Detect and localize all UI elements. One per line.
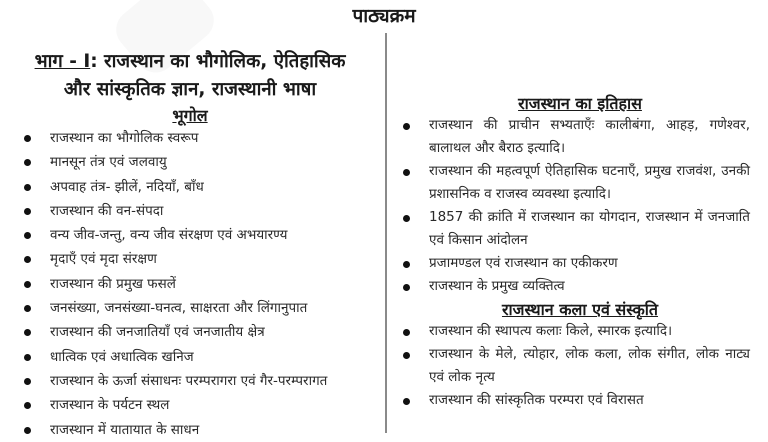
geography-list (0, 126, 380, 442)
list-item: राजस्थान के ऊर्जा संसाधनः परम्परागरा एवं गैर-परम्परागत (0, 369, 380, 393)
left-column (0, 48, 380, 442)
list-item: अपवाह तंत्र- झीलें, नदियाँ, बाँध (0, 175, 380, 199)
section-title-culture: राजस्थान कला एवं संस्कृति (501, 300, 659, 319)
page-title: पाठ्यक्रम (352, 5, 416, 27)
bullet-icon (24, 281, 31, 288)
bullet-icon (403, 398, 410, 405)
bullet-icon (24, 329, 31, 336)
list-item: 1857 की क्रांति में राजस्थान का योगदान, राजस्थान में जनजाति एवं किसान आंदोलन (392, 206, 768, 252)
section-title-geography: भूगोल (172, 106, 208, 125)
bullet-icon (24, 427, 31, 434)
bullet-icon (403, 284, 410, 291)
part-label: भाग - I (34, 51, 91, 72)
list-item: राजस्थान की स्थापत्य कलाः किले, स्मारक इत्यादि। (392, 320, 768, 343)
column-divider (385, 33, 387, 433)
bullet-icon (403, 352, 410, 359)
bullet-icon (403, 261, 410, 268)
bullet-icon (24, 305, 31, 312)
bullet-icon (24, 159, 31, 166)
bullet-icon (24, 378, 31, 385)
list-item: राजस्थान की महत्वपूर्ण ऐतिहासिक घटनाएँ, प्रमुख राजवंश, उनकी प्रशासनिक व राजस्व व्यवस्था इत्यादि। (392, 160, 768, 206)
bullet-icon (403, 123, 410, 130)
list-item: राजस्थान के प्रमुख व्यक्तित्व (392, 275, 768, 298)
section-title-history: राजस्थान का इतिहास (518, 94, 642, 113)
culture-list (392, 320, 768, 412)
bullet-icon (403, 329, 410, 336)
bullet-icon (24, 184, 31, 191)
list-item: मानसून तंत्र एवं जलवायु (0, 150, 380, 174)
part-title-line2: और सांस्कृतिक ज्ञान, राजस्थानी भाषा (63, 79, 317, 100)
bullet-icon (24, 232, 31, 239)
history-list (392, 114, 768, 298)
list-item: राजस्थान का भौगोलिक स्वरूप (0, 126, 380, 150)
list-item: जनसंख्या, जनसंख्या-घनत्व, साक्षरता और लिंगानुपात (0, 296, 380, 320)
bullet-icon (403, 169, 410, 176)
bullet-icon (24, 256, 31, 263)
list-item: राजस्थान की जनजातियाँ एवं जनजातीय क्षेत्र (0, 320, 380, 344)
list-item: राजस्थान में यातायात के साधन (0, 418, 380, 442)
bullet-icon (24, 135, 31, 142)
list-item: वन्य जीव-जन्तु, वन्य जीव संरक्षण एवं अभयारण्य (0, 223, 380, 247)
list-item: प्रजामण्डल एवं राजस्थान का एकीकरण (392, 252, 768, 275)
list-item: धात्विक एवं अधात्विक खनिज (0, 345, 380, 369)
list-item: राजस्थान की प्राचीन सभ्यताएँः कालीबंगा, आहड़, गणेश्वर, बालाथल और बैराठ इत्यादि। (392, 114, 768, 160)
bullet-icon (24, 354, 31, 361)
list-item: राजस्थान की सांस्कृतिक परम्परा एवं विरासत (392, 389, 768, 412)
list-item: राजस्थान के मेले, त्योहार, लोक कला, लोक संगीत, लोक नाट्य एवं लोक नृत्य (392, 343, 768, 389)
list-item: राजस्थान की प्रमुख फसलें (0, 272, 380, 296)
bullet-icon (24, 208, 31, 215)
part-title-line1: : राजस्थान का भौगोलिक, ऐतिहासिक (90, 51, 346, 72)
bullet-icon (403, 215, 410, 222)
list-item: राजस्थान की वन-संपदा (0, 199, 380, 223)
part-heading (0, 48, 380, 104)
bullet-icon (24, 402, 31, 409)
list-item: राजस्थान के पर्यटन स्थल (0, 393, 380, 417)
list-item: मृदाएँ एवं मृदा संरक्षण (0, 247, 380, 271)
right-column (392, 48, 768, 412)
